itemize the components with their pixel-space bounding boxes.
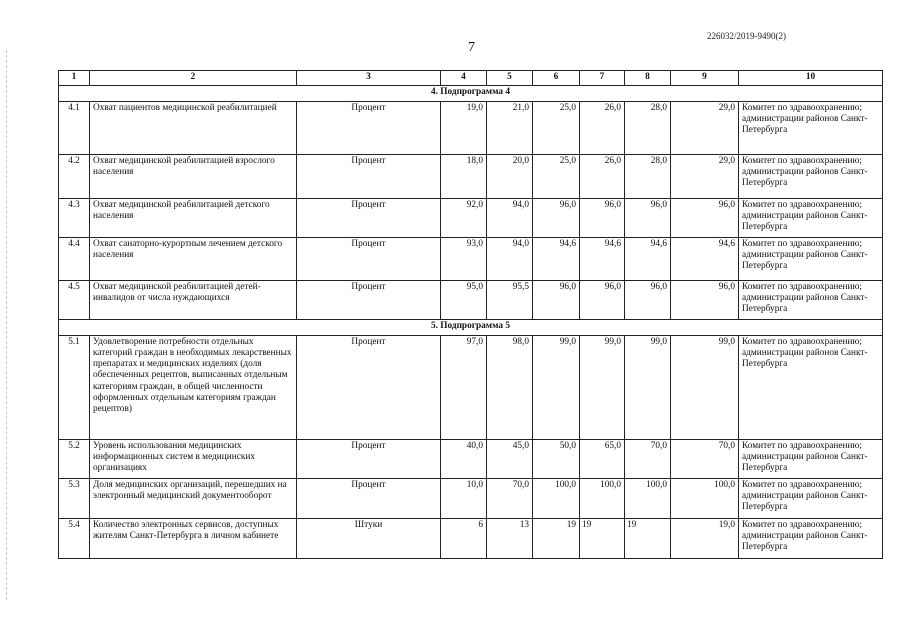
responsible-org: Комитет по здравоохранению; администрации районов Санкт-Петербурга <box>739 281 883 320</box>
responsible-org: Комитет по здравоохранению; администрации районов Санкт-Петербурга <box>739 440 883 479</box>
value-cell: 40,0 <box>441 440 487 479</box>
indicator-name: Удовлетворение потребности отдельных категорий граждан в необходимых лекарственных препаратах и медицинских изделиях (доля обеспеченных рецептов, выписанных отдельным категориям граждан, в общей численности оформленных отдельным категориям граждан рецептов) <box>90 336 297 440</box>
value-cell: 26,0 <box>580 155 625 199</box>
value-cell: 99,0 <box>533 336 580 440</box>
value-cell: 94,0 <box>487 199 533 238</box>
value-cell: 28,0 <box>625 102 671 155</box>
value-cell: 70,0 <box>487 479 533 519</box>
table-row <box>59 102 883 155</box>
value-cell: 95,5 <box>487 281 533 320</box>
value-cell: 20,0 <box>487 155 533 199</box>
value-cell: 92,0 <box>441 199 487 238</box>
value-cell: 96,0 <box>625 199 671 238</box>
unit-cell: Процент <box>297 155 441 199</box>
value-cell: 96,0 <box>580 281 625 320</box>
column-header: 8 <box>625 71 671 86</box>
value-cell: 99,0 <box>671 336 739 440</box>
value-cell: 94,0 <box>487 238 533 281</box>
unit-cell: Процент <box>297 199 441 238</box>
indicator-name: Охват пациентов медицинской реабилитацией <box>90 102 297 155</box>
section-header-row <box>59 320 883 336</box>
value-cell: 19 <box>625 519 671 559</box>
indicators-table <box>58 70 883 559</box>
scan-edge-marks <box>6 50 9 600</box>
value-cell: 93,0 <box>441 238 487 281</box>
row-number: 5.2 <box>59 440 90 479</box>
value-cell: 100,0 <box>580 479 625 519</box>
section-title: 4. Подпрограмма 4 <box>59 86 883 102</box>
value-cell: 99,0 <box>625 336 671 440</box>
value-cell: 96,0 <box>625 281 671 320</box>
column-header: 2 <box>90 71 297 86</box>
table-row <box>59 336 883 440</box>
column-header: 3 <box>297 71 441 86</box>
unit-cell: Штуки <box>297 519 441 559</box>
value-cell: 98,0 <box>487 336 533 440</box>
table-row <box>59 238 883 281</box>
value-cell: 100,0 <box>671 479 739 519</box>
value-cell: 100,0 <box>533 479 580 519</box>
value-cell: 10,0 <box>441 479 487 519</box>
value-cell: 94,6 <box>580 238 625 281</box>
row-number: 5.1 <box>59 336 90 440</box>
value-cell: 29,0 <box>671 102 739 155</box>
responsible-org: Комитет по здравоохранению; администрации районов Санкт-Петербурга <box>739 336 883 440</box>
value-cell: 94,6 <box>533 238 580 281</box>
table-row <box>59 519 883 559</box>
column-number-row <box>59 71 883 86</box>
responsible-org: Комитет по здравоохранению; администрации районов Санкт-Петербурга <box>739 102 883 155</box>
column-header: 4 <box>441 71 487 86</box>
value-cell: 29,0 <box>671 155 739 199</box>
indicator-name: Доля медицинских организаций, перешедших на электронный медицинский документооборот <box>90 479 297 519</box>
column-header: 10 <box>739 71 883 86</box>
value-cell: 100,0 <box>625 479 671 519</box>
unit-cell: Процент <box>297 336 441 440</box>
table-row <box>59 155 883 199</box>
column-header: 6 <box>533 71 580 86</box>
document-id: 226032/2019-9490(2) <box>707 31 786 41</box>
column-header: 5 <box>487 71 533 86</box>
table-row <box>59 479 883 519</box>
indicator-name: Охват медицинской реабилитацией детского населения <box>90 199 297 238</box>
value-cell: 96,0 <box>533 199 580 238</box>
value-cell: 21,0 <box>487 102 533 155</box>
section-title: 5. Подпрограмма 5 <box>59 320 883 336</box>
value-cell: 50,0 <box>533 440 580 479</box>
row-number: 4.2 <box>59 155 90 199</box>
value-cell: 96,0 <box>671 199 739 238</box>
value-cell: 97,0 <box>441 336 487 440</box>
unit-cell: Процент <box>297 102 441 155</box>
page-number: 7 <box>468 40 475 55</box>
table-row <box>59 440 883 479</box>
value-cell: 26,0 <box>580 102 625 155</box>
value-cell: 19 <box>580 519 625 559</box>
column-header: 1 <box>59 71 90 86</box>
row-number: 4.1 <box>59 102 90 155</box>
indicator-name: Охват санаторно-курортным лечением детского населения <box>90 238 297 281</box>
unit-cell: Процент <box>297 281 441 320</box>
value-cell: 45,0 <box>487 440 533 479</box>
row-number: 4.3 <box>59 199 90 238</box>
value-cell: 6 <box>441 519 487 559</box>
value-cell: 28,0 <box>625 155 671 199</box>
indicator-name: Уровень использования медицинских информационных систем в медицинских организациях <box>90 440 297 479</box>
responsible-org: Комитет по здравоохранению; администрации районов Санкт-Петербурга <box>739 238 883 281</box>
value-cell: 19,0 <box>441 102 487 155</box>
table-row <box>59 281 883 320</box>
value-cell: 25,0 <box>533 102 580 155</box>
value-cell: 96,0 <box>671 281 739 320</box>
row-number: 4.4 <box>59 238 90 281</box>
row-number: 4.5 <box>59 281 90 320</box>
responsible-org: Комитет по здравоохранению; администрации районов Санкт-Петербурга <box>739 519 883 559</box>
unit-cell: Процент <box>297 238 441 281</box>
table-row <box>59 199 883 238</box>
row-number: 5.3 <box>59 479 90 519</box>
responsible-org: Комитет по здравоохранению; администрации районов Санкт-Петербурга <box>739 479 883 519</box>
responsible-org: Комитет по здравоохранению; администрации районов Санкт-Петербурга <box>739 199 883 238</box>
value-cell: 96,0 <box>533 281 580 320</box>
value-cell: 94,6 <box>625 238 671 281</box>
value-cell: 70,0 <box>625 440 671 479</box>
value-cell: 65,0 <box>580 440 625 479</box>
indicator-name: Количество электронных сервисов, доступных жителям Санкт-Петербурга в личном кабинете <box>90 519 297 559</box>
section-header-row <box>59 86 883 102</box>
value-cell: 99,0 <box>580 336 625 440</box>
value-cell: 13 <box>487 519 533 559</box>
unit-cell: Процент <box>297 479 441 519</box>
value-cell: 18,0 <box>441 155 487 199</box>
column-header: 9 <box>671 71 739 86</box>
indicator-name: Охват медицинской реабилитацией взрослого населения <box>90 155 297 199</box>
indicator-name: Охват медицинской реабилитацией детей-инвалидов от числа нуждающихся <box>90 281 297 320</box>
value-cell: 25,0 <box>533 155 580 199</box>
value-cell: 70,0 <box>671 440 739 479</box>
unit-cell: Процент <box>297 440 441 479</box>
column-header: 7 <box>580 71 625 86</box>
value-cell: 95,0 <box>441 281 487 320</box>
responsible-org: Комитет по здравоохранению; администрации районов Санкт-Петербурга <box>739 155 883 199</box>
row-number: 5.4 <box>59 519 90 559</box>
value-cell: 94,6 <box>671 238 739 281</box>
value-cell: 19,0 <box>671 519 739 559</box>
value-cell: 19 <box>533 519 580 559</box>
value-cell: 96,0 <box>580 199 625 238</box>
